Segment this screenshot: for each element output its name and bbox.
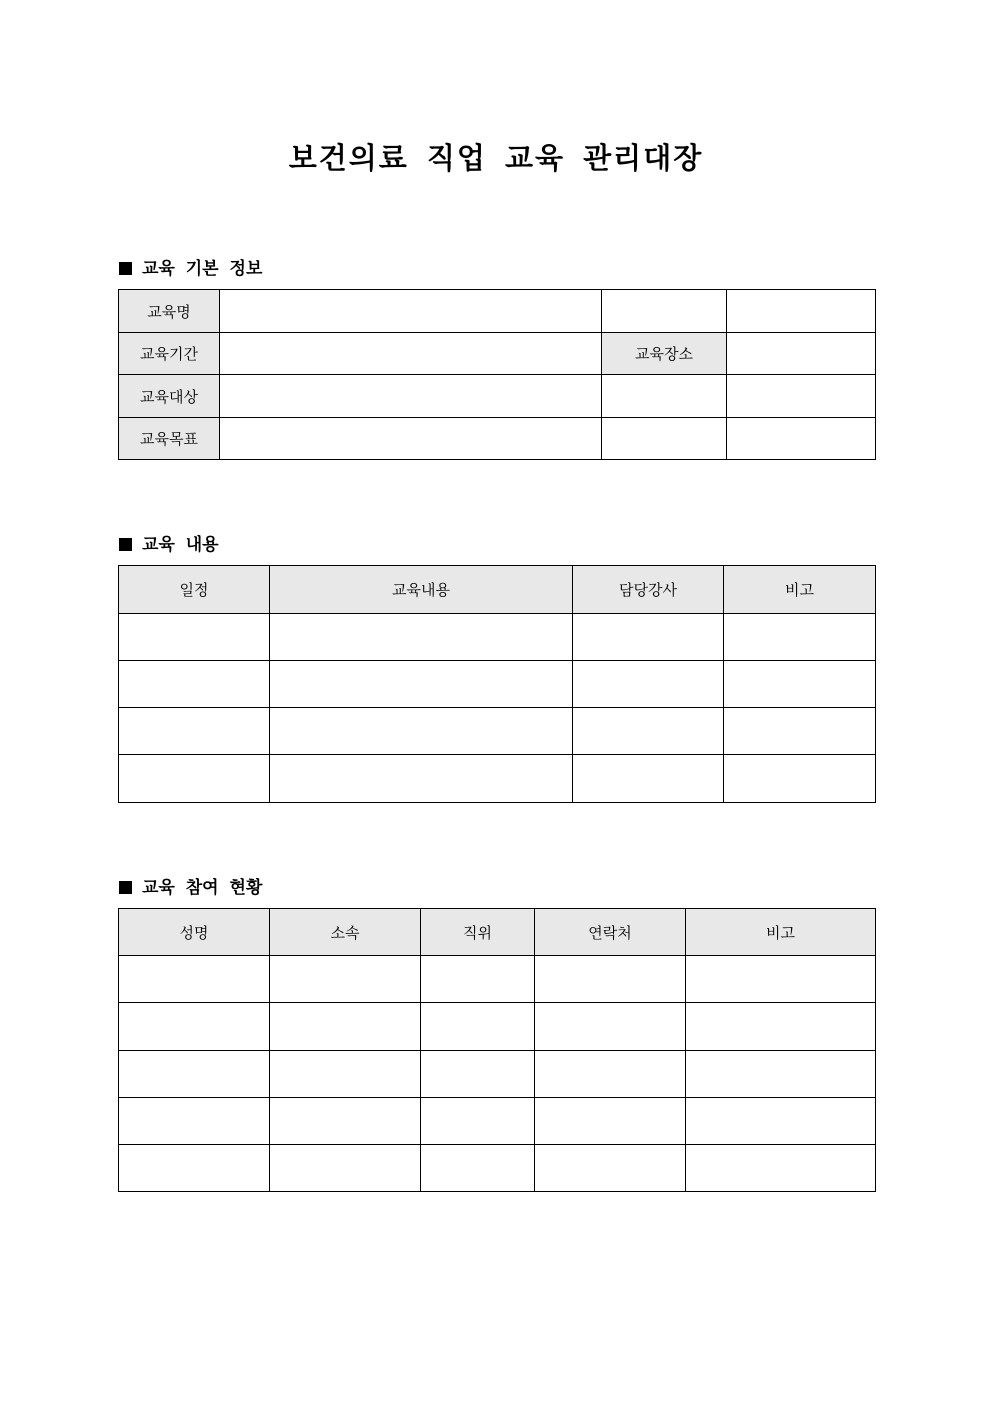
value-cell[interactable] [727,418,876,460]
cell[interactable] [573,755,724,803]
column-header: 교육내용 [270,566,573,614]
cell[interactable] [119,1051,270,1098]
cell[interactable] [119,755,270,803]
cell[interactable] [270,1003,421,1051]
cell[interactable] [573,661,724,708]
cell[interactable] [270,1098,421,1145]
label-cell: 교육기간 [119,333,220,375]
table-row [119,1051,876,1098]
table-row [119,708,876,755]
table-row [119,956,876,1003]
cell[interactable] [724,661,876,708]
cell[interactable] [119,1098,270,1145]
cell[interactable] [119,614,270,661]
square-bullet-icon [119,262,132,275]
table-row [119,755,876,803]
cell[interactable] [119,1145,270,1192]
cell[interactable] [724,708,876,755]
cell[interactable] [421,1051,535,1098]
value-cell[interactable] [727,375,876,418]
cell[interactable] [270,956,421,1003]
table-row [119,1098,876,1145]
cell[interactable] [119,708,270,755]
label-cell: 교육목표 [119,418,220,460]
cell[interactable] [686,1003,876,1051]
value-cell[interactable] [220,418,602,460]
cell[interactable] [686,1098,876,1145]
cell[interactable] [724,614,876,661]
square-bullet-icon [119,881,132,894]
cell[interactable] [421,1145,535,1192]
cell[interactable] [686,956,876,1003]
table-row [119,614,876,661]
cell[interactable] [573,614,724,661]
section-heading-content [119,530,219,555]
column-header: 성명 [119,909,270,956]
column-header: 비고 [686,909,876,956]
square-bullet-icon [119,538,132,551]
cell[interactable] [119,661,270,708]
column-header: 담당강사 [573,566,724,614]
heading-text: 교육 참여 현황 [142,878,263,898]
column-header: 연락처 [535,909,686,956]
cell[interactable] [270,614,573,661]
cell[interactable] [573,708,724,755]
table-row [119,661,876,708]
cell[interactable] [270,1145,421,1192]
cell[interactable] [270,755,573,803]
cell[interactable] [421,956,535,1003]
participation-table [118,908,876,1192]
cell[interactable] [535,1145,686,1192]
column-header: 비고 [724,566,876,614]
value-cell[interactable] [602,290,727,333]
cell[interactable] [535,1098,686,1145]
cell[interactable] [119,956,270,1003]
content-table [118,565,876,803]
cell[interactable] [724,755,876,803]
cell[interactable] [270,708,573,755]
column-header: 일정 [119,566,270,614]
heading-text: 교육 내용 [142,535,219,555]
value-cell[interactable] [220,290,602,333]
cell[interactable] [535,956,686,1003]
page-title: 보건의료 직업 교육 관리대장 [288,141,704,175]
cell[interactable] [686,1051,876,1098]
value-cell[interactable] [602,375,727,418]
cell[interactable] [535,1003,686,1051]
basic-info-table [118,289,876,460]
section-heading-participation [119,873,262,898]
cell[interactable] [421,1098,535,1145]
label-cell: 교육명 [119,290,220,333]
cell[interactable] [119,1003,270,1051]
table-row [119,1003,876,1051]
cell[interactable] [535,1051,686,1098]
cell[interactable] [270,1051,421,1098]
table-row [119,1145,876,1192]
value-cell[interactable] [602,418,727,460]
column-header: 소속 [270,909,421,956]
column-header: 직위 [421,909,535,956]
cell[interactable] [270,661,573,708]
heading-text: 교육 기본 정보 [142,259,263,279]
label-cell: 교육장소 [602,333,727,375]
label-cell: 교육대상 [119,375,220,418]
cell[interactable] [421,1003,535,1051]
section-heading-basic [119,254,262,279]
cell[interactable] [686,1145,876,1192]
value-cell[interactable] [220,375,602,418]
value-cell[interactable] [727,333,876,375]
value-cell[interactable] [220,333,602,375]
value-cell[interactable] [727,290,876,333]
